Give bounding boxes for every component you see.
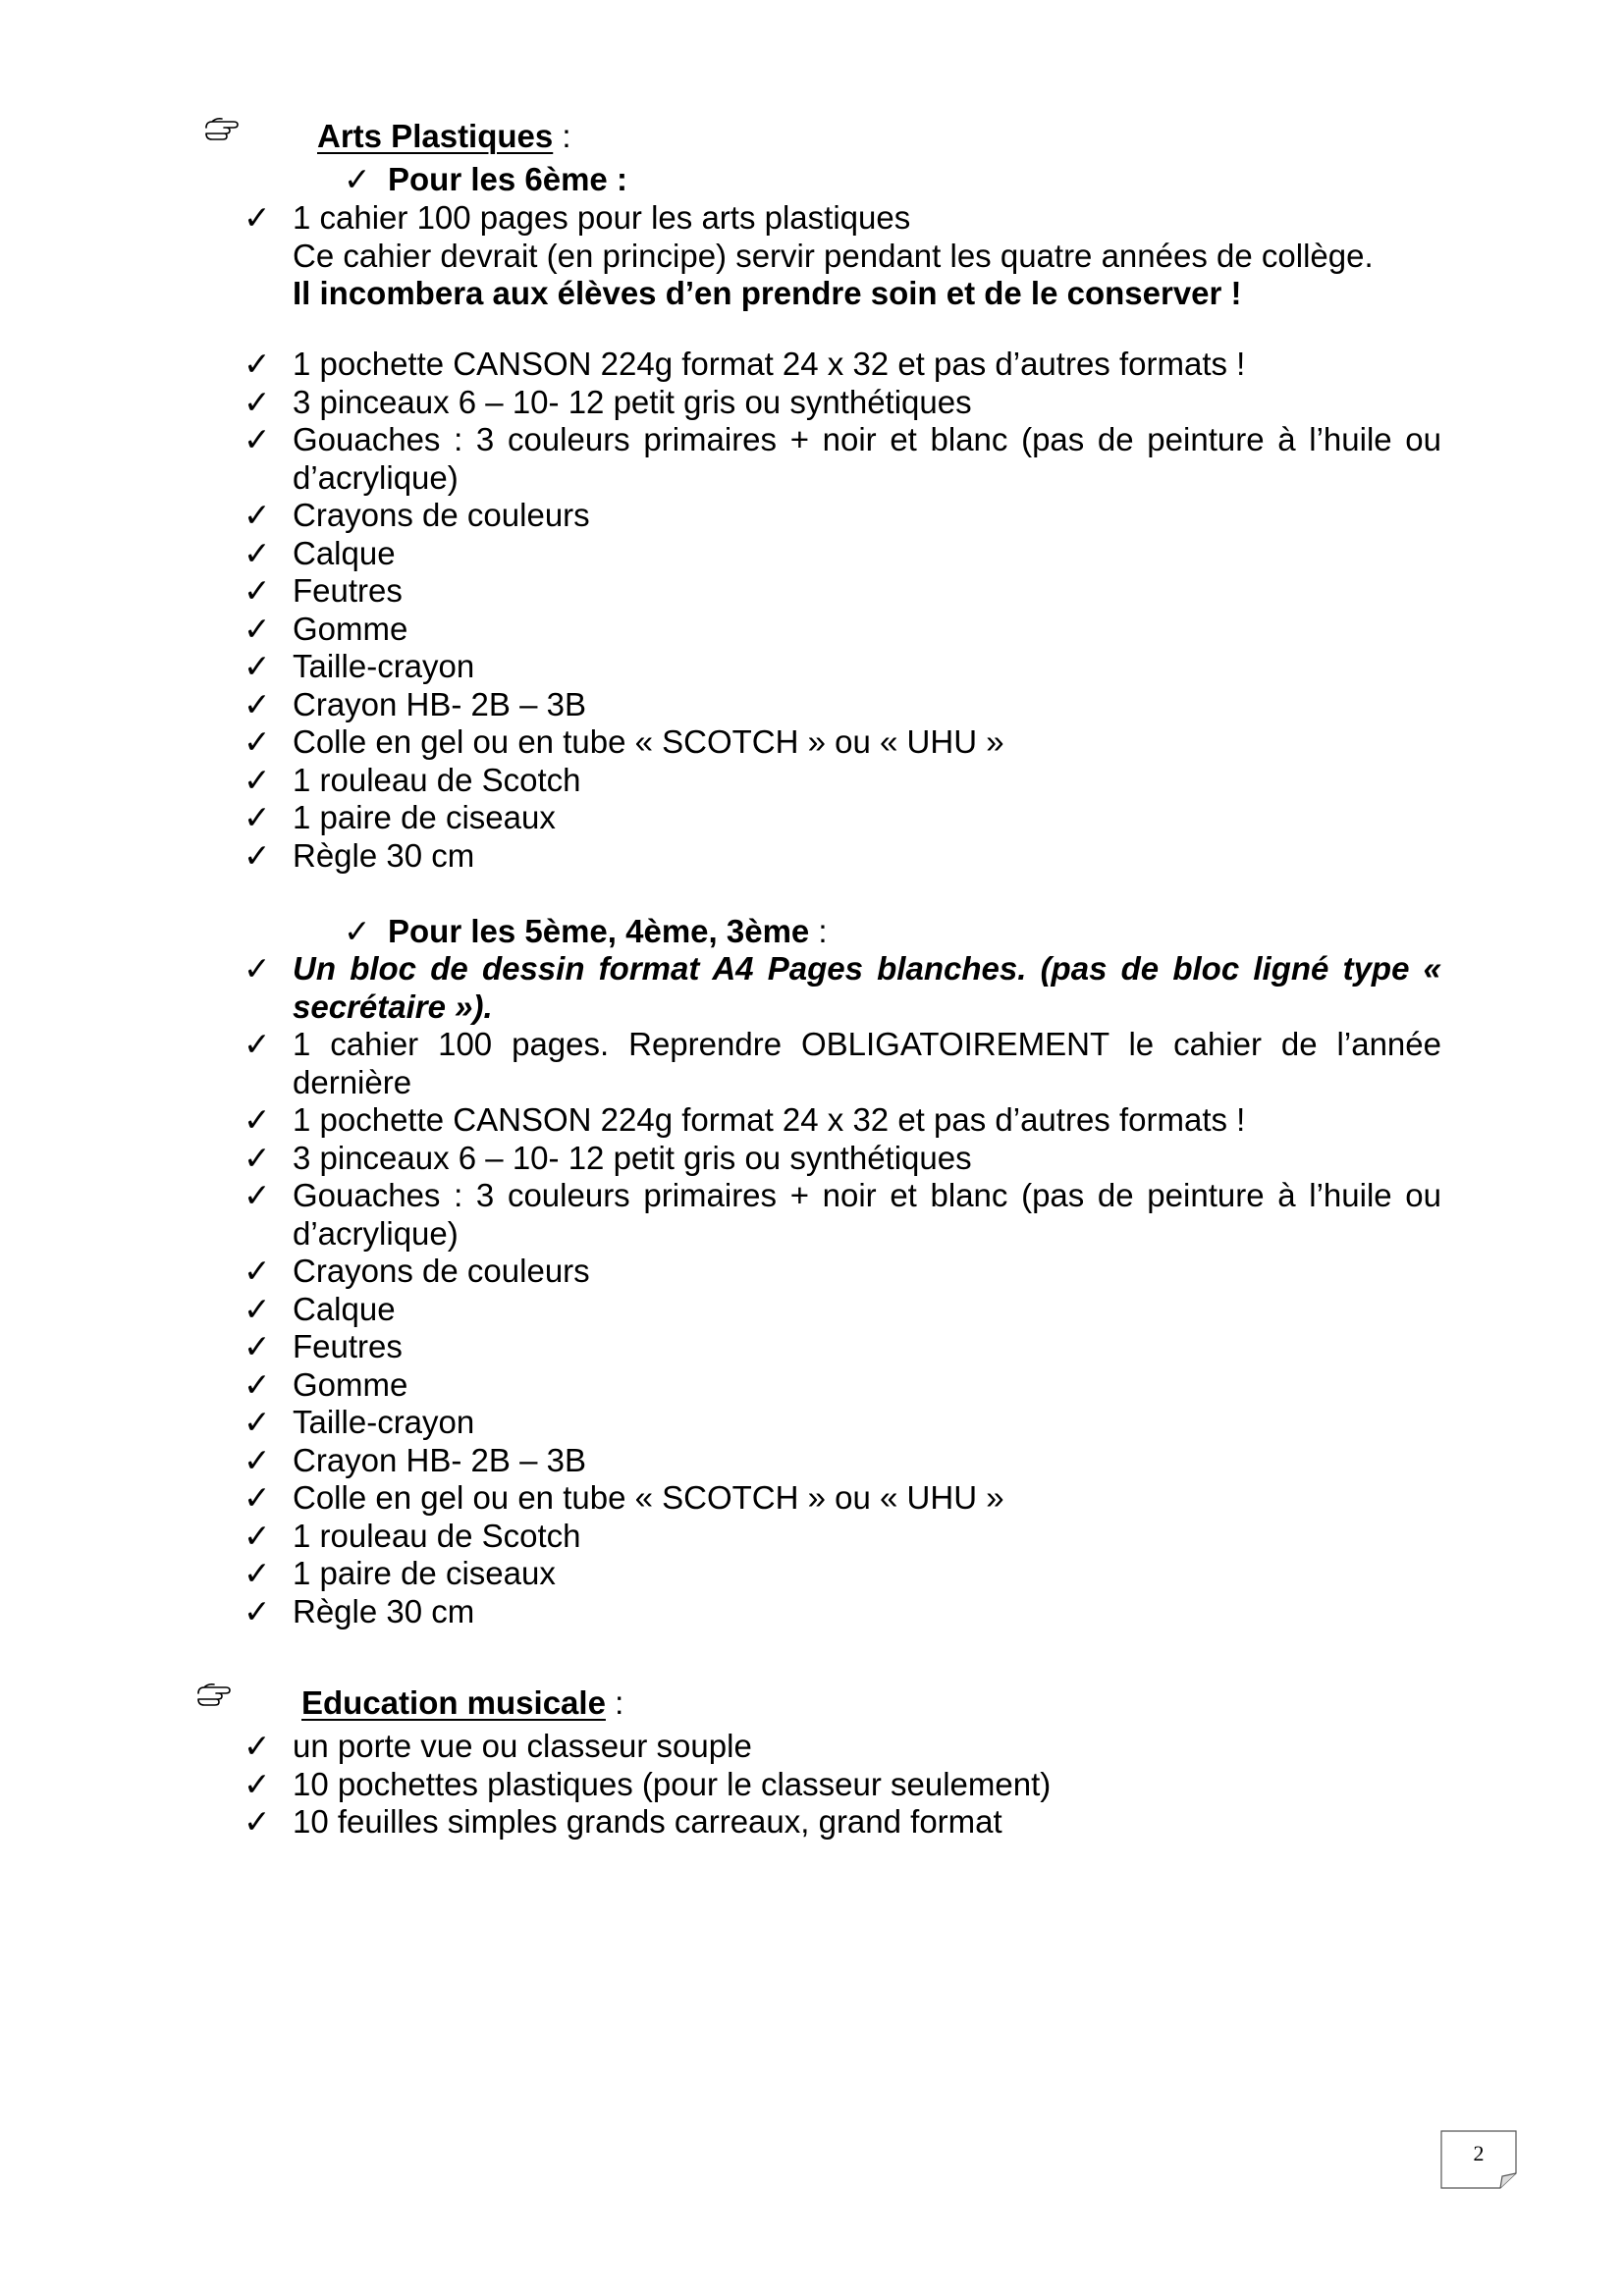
check-icon: ✓ xyxy=(243,836,271,874)
list-item xyxy=(243,1728,1441,1766)
list-item xyxy=(243,1555,1441,1593)
sixieme-subheading xyxy=(344,161,627,199)
check-icon: ✓ xyxy=(243,1517,271,1554)
list-item xyxy=(243,799,1441,837)
list-item-text: Gomme xyxy=(293,1365,408,1403)
check-icon: ✓ xyxy=(243,799,271,835)
list-item xyxy=(243,611,1441,649)
autres-subheading xyxy=(344,913,828,951)
list-item xyxy=(243,1766,1441,1804)
list-item xyxy=(243,1026,1441,1101)
list-item xyxy=(243,1101,1441,1140)
list-item-text: Taille-crayon xyxy=(293,648,475,684)
check-icon: ✓ xyxy=(243,1101,271,1138)
check-icon: ✓ xyxy=(243,610,271,647)
arts-plastiques-title: Arts Plastiques xyxy=(317,118,554,154)
list-item-text: 1 paire de ciseaux xyxy=(293,1555,556,1591)
list-item-text: 10 feuilles simples grands carreaux, grand format xyxy=(293,1803,1002,1840)
list-item-text: Gomme xyxy=(293,610,408,647)
check-icon: ✓ xyxy=(243,383,271,420)
check-icon: ✓ xyxy=(243,1139,271,1176)
arts-plastiques-heading xyxy=(317,118,571,156)
list-item xyxy=(243,648,1441,686)
list-item-text: Règle 30 cm xyxy=(293,1592,475,1629)
list-item xyxy=(243,1366,1441,1405)
list-item-text: Gouaches : 3 couleurs primaires + noir et blanc (pas de peinture à l’huile ou d’acrylique) xyxy=(293,421,1441,496)
list-item xyxy=(243,1518,1441,1556)
list-item xyxy=(243,1328,1441,1366)
list-item xyxy=(243,1140,1441,1178)
list-item xyxy=(243,762,1441,800)
list-item xyxy=(243,1803,1441,1842)
check-icon: ✓ xyxy=(243,1479,271,1516)
list-item-text: 3 pinceaux 6 – 10- 12 petit gris ou synthétiques xyxy=(293,383,972,420)
check-icon: ✓ xyxy=(243,1592,271,1629)
list-item-text: 1 rouleau de Scotch xyxy=(293,761,581,798)
arts-plastiques-colon: : xyxy=(553,118,571,154)
list-item-text: 1 rouleau de Scotch xyxy=(293,1517,581,1554)
check-icon: ✓ xyxy=(243,1026,271,1062)
list-item-text: Feutres xyxy=(293,572,403,609)
check-icon: ✓ xyxy=(243,761,271,798)
page-number: 2 xyxy=(1473,2141,1485,2165)
autres-heading-colon: : xyxy=(809,913,828,949)
check-icon: ✓ xyxy=(243,950,271,987)
check-icon: ✓ xyxy=(344,161,371,197)
list-item-text: Crayon HB- 2B – 3B xyxy=(293,685,586,722)
list-item xyxy=(243,572,1441,611)
list-item-text: 10 pochettes plastiques (pour le classeur seulement) xyxy=(293,1765,1052,1802)
sixieme-supplies-list xyxy=(243,346,1441,875)
list-item-text: Crayons de couleurs xyxy=(293,497,590,533)
check-icon: ✓ xyxy=(243,723,271,760)
check-icon: ✓ xyxy=(243,1290,271,1327)
list-item xyxy=(243,1177,1441,1253)
check-icon: ✓ xyxy=(243,1803,271,1840)
check-icon: ✓ xyxy=(243,648,271,684)
bloc-dessin-text: Un bloc de dessin format A4 Pages blanches. (pas de bloc ligné type « secrétaire »). xyxy=(293,950,1441,1025)
autres-supplies-list xyxy=(243,950,1441,1630)
autres-heading: Pour les 5ème, 4ème, 3ème xyxy=(388,913,810,949)
page-number-box xyxy=(1440,2130,1517,2189)
check-icon: ✓ xyxy=(243,572,271,609)
list-item-text: Gouaches : 3 couleurs primaires + noir et blanc (pas de peinture à l’huile ou d’acrylique) xyxy=(293,1177,1441,1252)
check-icon: ✓ xyxy=(243,421,271,457)
list-item-text: 1 pochette CANSON 224g format 24 x 32 et pas d’autres formats ! xyxy=(293,346,1246,382)
check-icon: ✓ xyxy=(243,199,271,236)
list-item-text: Règle 30 cm xyxy=(293,836,475,874)
cahier-line: 1 cahier 100 pages pour les arts plastiques xyxy=(293,199,911,236)
list-item xyxy=(243,497,1441,535)
list-item xyxy=(243,384,1441,422)
check-icon: ✓ xyxy=(243,497,271,533)
check-icon: ✓ xyxy=(243,534,271,571)
list-item-text: Taille-crayon xyxy=(293,1404,475,1440)
list-item xyxy=(243,837,1441,876)
check-icon: ✓ xyxy=(243,685,271,722)
list-item xyxy=(243,535,1441,573)
sixieme-heading: Pour les 6ème : xyxy=(388,161,627,197)
list-item-text: 1 cahier 100 pages. Reprendre OBLIGATOIREMENT le cahier de l’année dernière xyxy=(293,1026,1441,1100)
list-item-text: Crayon HB- 2B – 3B xyxy=(293,1441,586,1478)
list-item-text: Crayons de couleurs xyxy=(293,1253,590,1289)
check-icon: ✓ xyxy=(243,1328,271,1364)
check-icon: ✓ xyxy=(243,1404,271,1440)
list-item xyxy=(243,950,1441,1026)
cahier-warning: Il incombera aux élèves d’en prendre soin et de le conserver ! xyxy=(293,275,1242,311)
check-icon: ✓ xyxy=(243,1765,271,1802)
pointing-hand-icon xyxy=(204,116,255,141)
list-item-text: Calque xyxy=(293,534,396,571)
check-icon: ✓ xyxy=(344,913,371,949)
list-item-text: 1 paire de ciseaux xyxy=(293,799,556,835)
list-item-text: Feutres xyxy=(293,1328,403,1364)
education-musicale-heading xyxy=(301,1684,623,1723)
list-item xyxy=(243,1291,1441,1329)
check-icon: ✓ xyxy=(243,1728,271,1764)
list-item xyxy=(243,1479,1441,1518)
list-item-text: un porte vue ou classeur souple xyxy=(293,1728,752,1764)
check-icon: ✓ xyxy=(243,1555,271,1591)
check-icon: ✓ xyxy=(243,1365,271,1403)
musique-supplies-list xyxy=(243,1728,1441,1842)
sixieme-cahier-list xyxy=(243,199,1441,313)
check-icon: ✓ xyxy=(243,1441,271,1478)
list-item-text: 3 pinceaux 6 – 10- 12 petit gris ou synthétiques xyxy=(293,1139,972,1176)
list-item xyxy=(243,1404,1441,1442)
list-item xyxy=(243,421,1441,497)
check-icon: ✓ xyxy=(243,1253,271,1289)
list-item xyxy=(243,723,1441,762)
list-item-text: Colle en gel ou en tube « SCOTCH » ou « UHU » xyxy=(293,723,1004,760)
list-item xyxy=(243,199,1441,313)
list-item-text: Calque xyxy=(293,1290,396,1327)
check-icon: ✓ xyxy=(243,1177,271,1213)
list-item-text: 1 pochette CANSON 224g format 24 x 32 et pas d’autres formats ! xyxy=(293,1101,1246,1138)
list-item xyxy=(243,1593,1441,1631)
list-item xyxy=(243,686,1441,724)
list-item-text: Colle en gel ou en tube « SCOTCH » ou « UHU » xyxy=(293,1479,1004,1516)
education-musicale-title: Education musicale xyxy=(301,1684,606,1721)
education-musicale-colon: : xyxy=(605,1684,624,1721)
list-item xyxy=(243,1442,1441,1480)
check-icon: ✓ xyxy=(243,346,271,382)
list-item xyxy=(243,346,1441,384)
cahier-note: Ce cahier devrait (en principe) servir pendant les quatre années de collège. xyxy=(293,237,1374,274)
pointing-hand-icon xyxy=(196,1682,247,1707)
list-item xyxy=(243,1253,1441,1291)
